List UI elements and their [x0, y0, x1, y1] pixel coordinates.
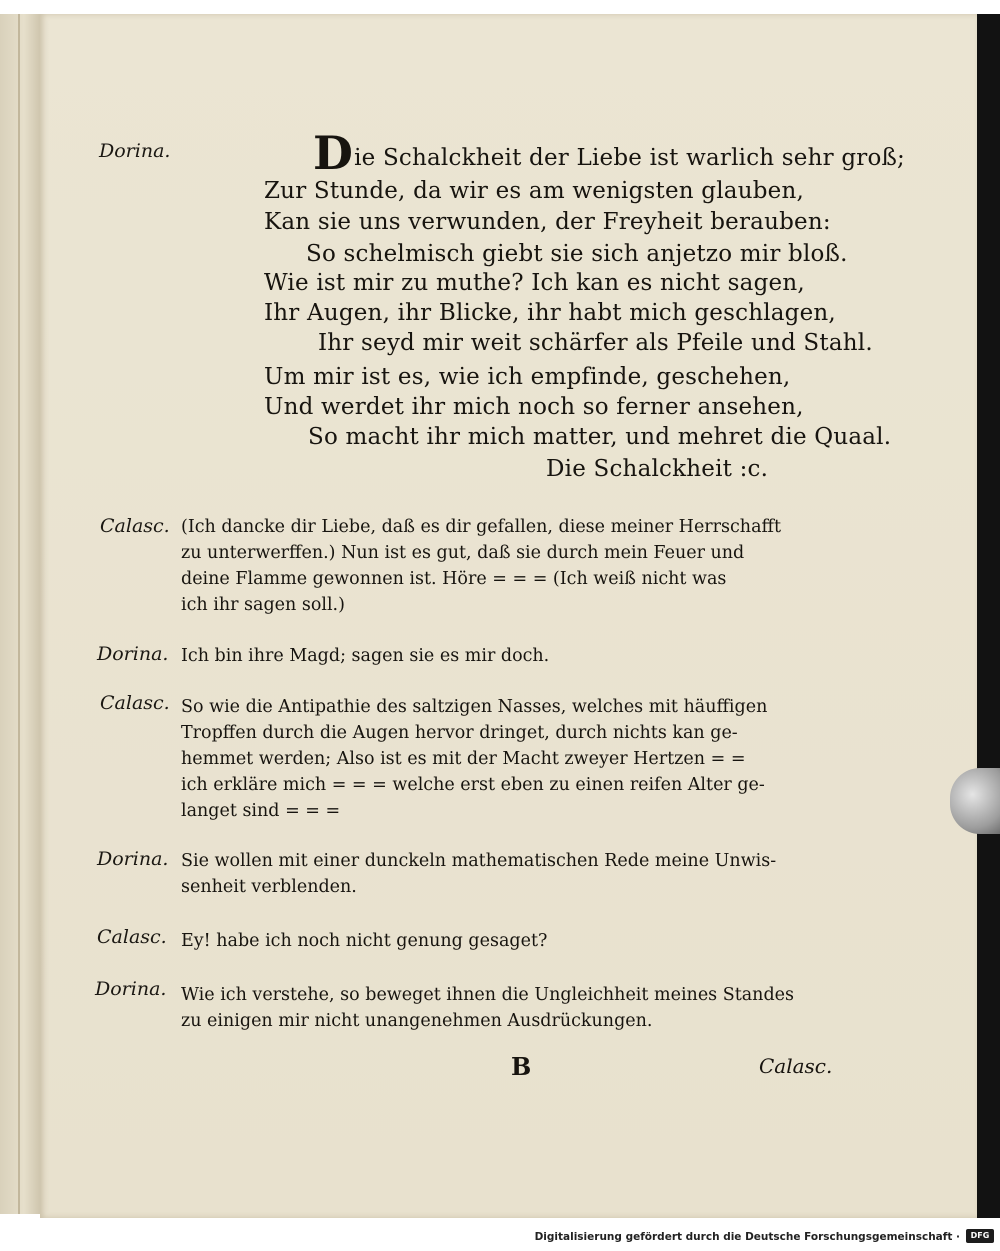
dialogue-text — [181, 982, 794, 1034]
scan-margin — [977, 14, 1000, 1218]
scanner-thumb — [950, 768, 1000, 834]
text-line: senheit verblenden. — [181, 877, 357, 897]
verse-line-text: ie Schalckheit der Liebe ist warlich sehr groß; — [354, 145, 906, 171]
text-line: (Ich dancke dir Liebe, daß es dir gefallen, diese meiner Herrschafft — [181, 517, 781, 537]
speaker-label: Calasc. — [100, 692, 170, 714]
text-line: langet sind = = = — [181, 801, 341, 821]
speaker-label: Dorina. — [99, 140, 171, 162]
text-line: So wie die Antipathie des saltzigen Nasses, welches mit häuffigen — [181, 697, 768, 717]
verse-line: So schelmisch giebt sie sich anjetzo mir bloß. — [306, 241, 848, 267]
dialogue-text — [181, 643, 549, 669]
dialogue-text — [181, 848, 776, 900]
text-line: Ich bin ihre Magd; sagen sie es mir doch. — [181, 646, 550, 666]
verse-line: Und werdet ihr mich noch so ferner ansehen, — [264, 394, 804, 420]
verse-line: Zur Stunde, da wir es am wenigsten glauben, — [264, 178, 804, 204]
funding-credit: Digitalisierung gefördert durch die Deutsche Forschungsgemeinschaft · — [534, 1231, 960, 1243]
text-line: deine Flamme gewonnen ist. Höre = = = (Ich weiß nicht was — [181, 569, 727, 589]
verse-line: Die Schalckheit :c. — [546, 456, 769, 482]
verse-line: Kan sie uns verwunden, der Freyheit berauben: — [264, 209, 831, 235]
text-line: zu unterwerffen.) Nun ist es gut, daß sie durch mein Feuer und — [181, 543, 745, 563]
speaker-label: Dorina. — [95, 978, 167, 1000]
verse-line: Um mir ist es, wie ich empfinde, geschehen, — [264, 364, 791, 390]
text-line: ich erkläre mich = = = welche erst eben zu einen reifen Alter ge- — [181, 775, 765, 795]
text-line: Wie ich verstehe, so beweget ihnen die Ungleichheit meines Standes — [181, 985, 794, 1005]
speaker-label: Calasc. — [97, 926, 167, 948]
speaker-label: Dorina. — [97, 848, 169, 870]
text-line: ich ihr sagen soll.) — [181, 595, 345, 615]
dialogue-text — [181, 694, 767, 824]
catchword: Calasc. — [759, 1054, 833, 1078]
verse-line-first — [313, 126, 906, 180]
speaker-label: Calasc. — [100, 515, 170, 537]
left-page-edge — [0, 14, 41, 1214]
speaker-label: Dorina. — [97, 643, 169, 665]
drop-capital: D — [313, 126, 354, 180]
dialogue-text — [181, 514, 781, 618]
dialogue-text — [181, 928, 547, 954]
text-line: zu einigen mir nicht unangenehmen Ausdrückungen. — [181, 1011, 653, 1031]
verse-line: Ihr Augen, ihr Blicke, ihr habt mich geschlagen, — [264, 300, 836, 326]
text-line: Sie wollen mit einer dunckeln mathematischen Rede meine Unwis- — [181, 851, 777, 871]
verse-line: So macht ihr mich matter, und mehret die Quaal. — [308, 424, 892, 450]
verse-line: Wie ist mir zu muthe? Ich kan es nicht sagen, — [264, 270, 805, 296]
text-line: hemmet werden; Also ist es mit der Macht zweyer Hertzen = = — [181, 749, 746, 769]
verse-line: Ihr seyd mir weit schärfer als Pfeile und Stahl. — [318, 330, 873, 356]
footer-bar — [0, 1222, 1000, 1251]
dfg-logo-icon: DFG — [966, 1229, 994, 1243]
signature-mark: B — [511, 1052, 532, 1081]
text-line: Tropffen durch die Augen hervor dringet, durch nichts kan ge- — [181, 723, 738, 743]
text-line: Ey! habe ich noch nicht genung gesaget? — [181, 931, 548, 951]
